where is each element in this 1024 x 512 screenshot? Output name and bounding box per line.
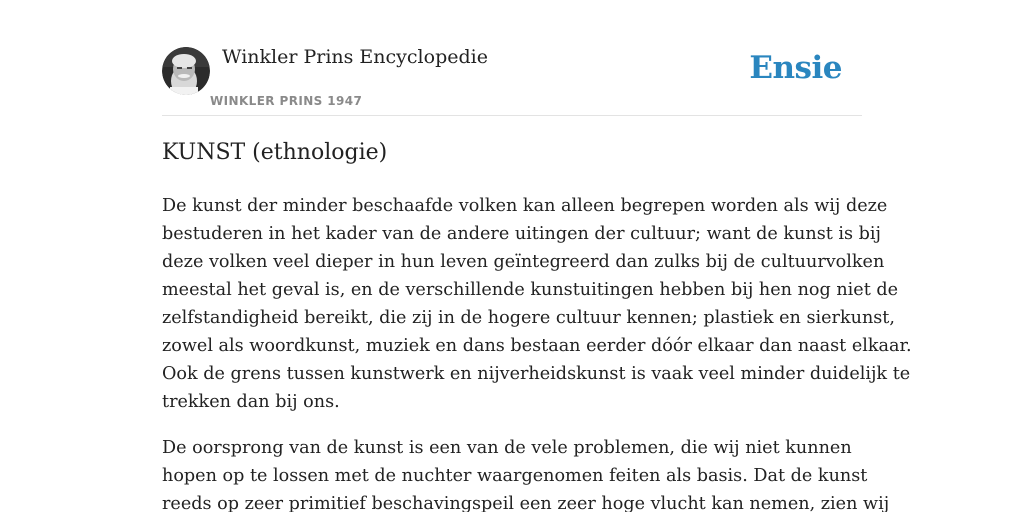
article-paragraph-2 — [162, 434, 890, 512]
source-title[interactable]: Winkler Prins Encyclopedie — [222, 46, 488, 68]
paragraph-line: hopen op te lossen met de nuchter waargenomen feiten als basis. Dat de kunst — [162, 466, 868, 486]
paragraph-line: Ook de grens tussen kunstwerk en nijverheidskunst is vaak veel minder duidelijk te — [162, 364, 911, 384]
paragraph-line: trekken dan bij ons. — [162, 392, 340, 412]
article-body — [162, 192, 912, 512]
paragraph-line: De kunst der minder beschaafde volken kan alleen begrepen worden als wij deze — [162, 196, 888, 216]
paragraph-line: De oorsprong van de kunst is een van de vele problemen, die wij niet kunnen — [162, 438, 852, 458]
paragraph-line: zowel als woordkunst, muziek en dans bestaan eerder dóór elkaar dan naast elkaar. — [162, 336, 912, 356]
source-tag[interactable]: WINKLER PRINS 1947 — [210, 94, 363, 108]
paragraph-line: deze volken veel dieper in hun leven geïntegreerd dan zulks bij de cultuurvolken — [162, 252, 885, 272]
paragraph-line: bestuderen in het kader van de andere uitingen der cultuur; want de kunst is bij — [162, 224, 881, 244]
source-header — [162, 46, 862, 116]
article-paragraph-1 — [162, 192, 912, 416]
paragraph-line: reeds op zeer primitief beschavingspeil een zeer hoge vlucht kan nemen, zien wij — [162, 494, 890, 512]
paragraph-line: zelfstandigheid bereikt, die zij in de hogere cultuur kennen; plastiek en sierkunst, — [162, 308, 895, 328]
ensie-logo[interactable]: Ensie — [749, 50, 842, 86]
source-avatar-icon[interactable] — [162, 47, 210, 95]
article-title: KUNST (ethnologie) — [162, 140, 388, 165]
paragraph-line: meestal het geval is, en de verschillende kunstuitingen hebben bij hen nog niet de — [162, 280, 899, 300]
